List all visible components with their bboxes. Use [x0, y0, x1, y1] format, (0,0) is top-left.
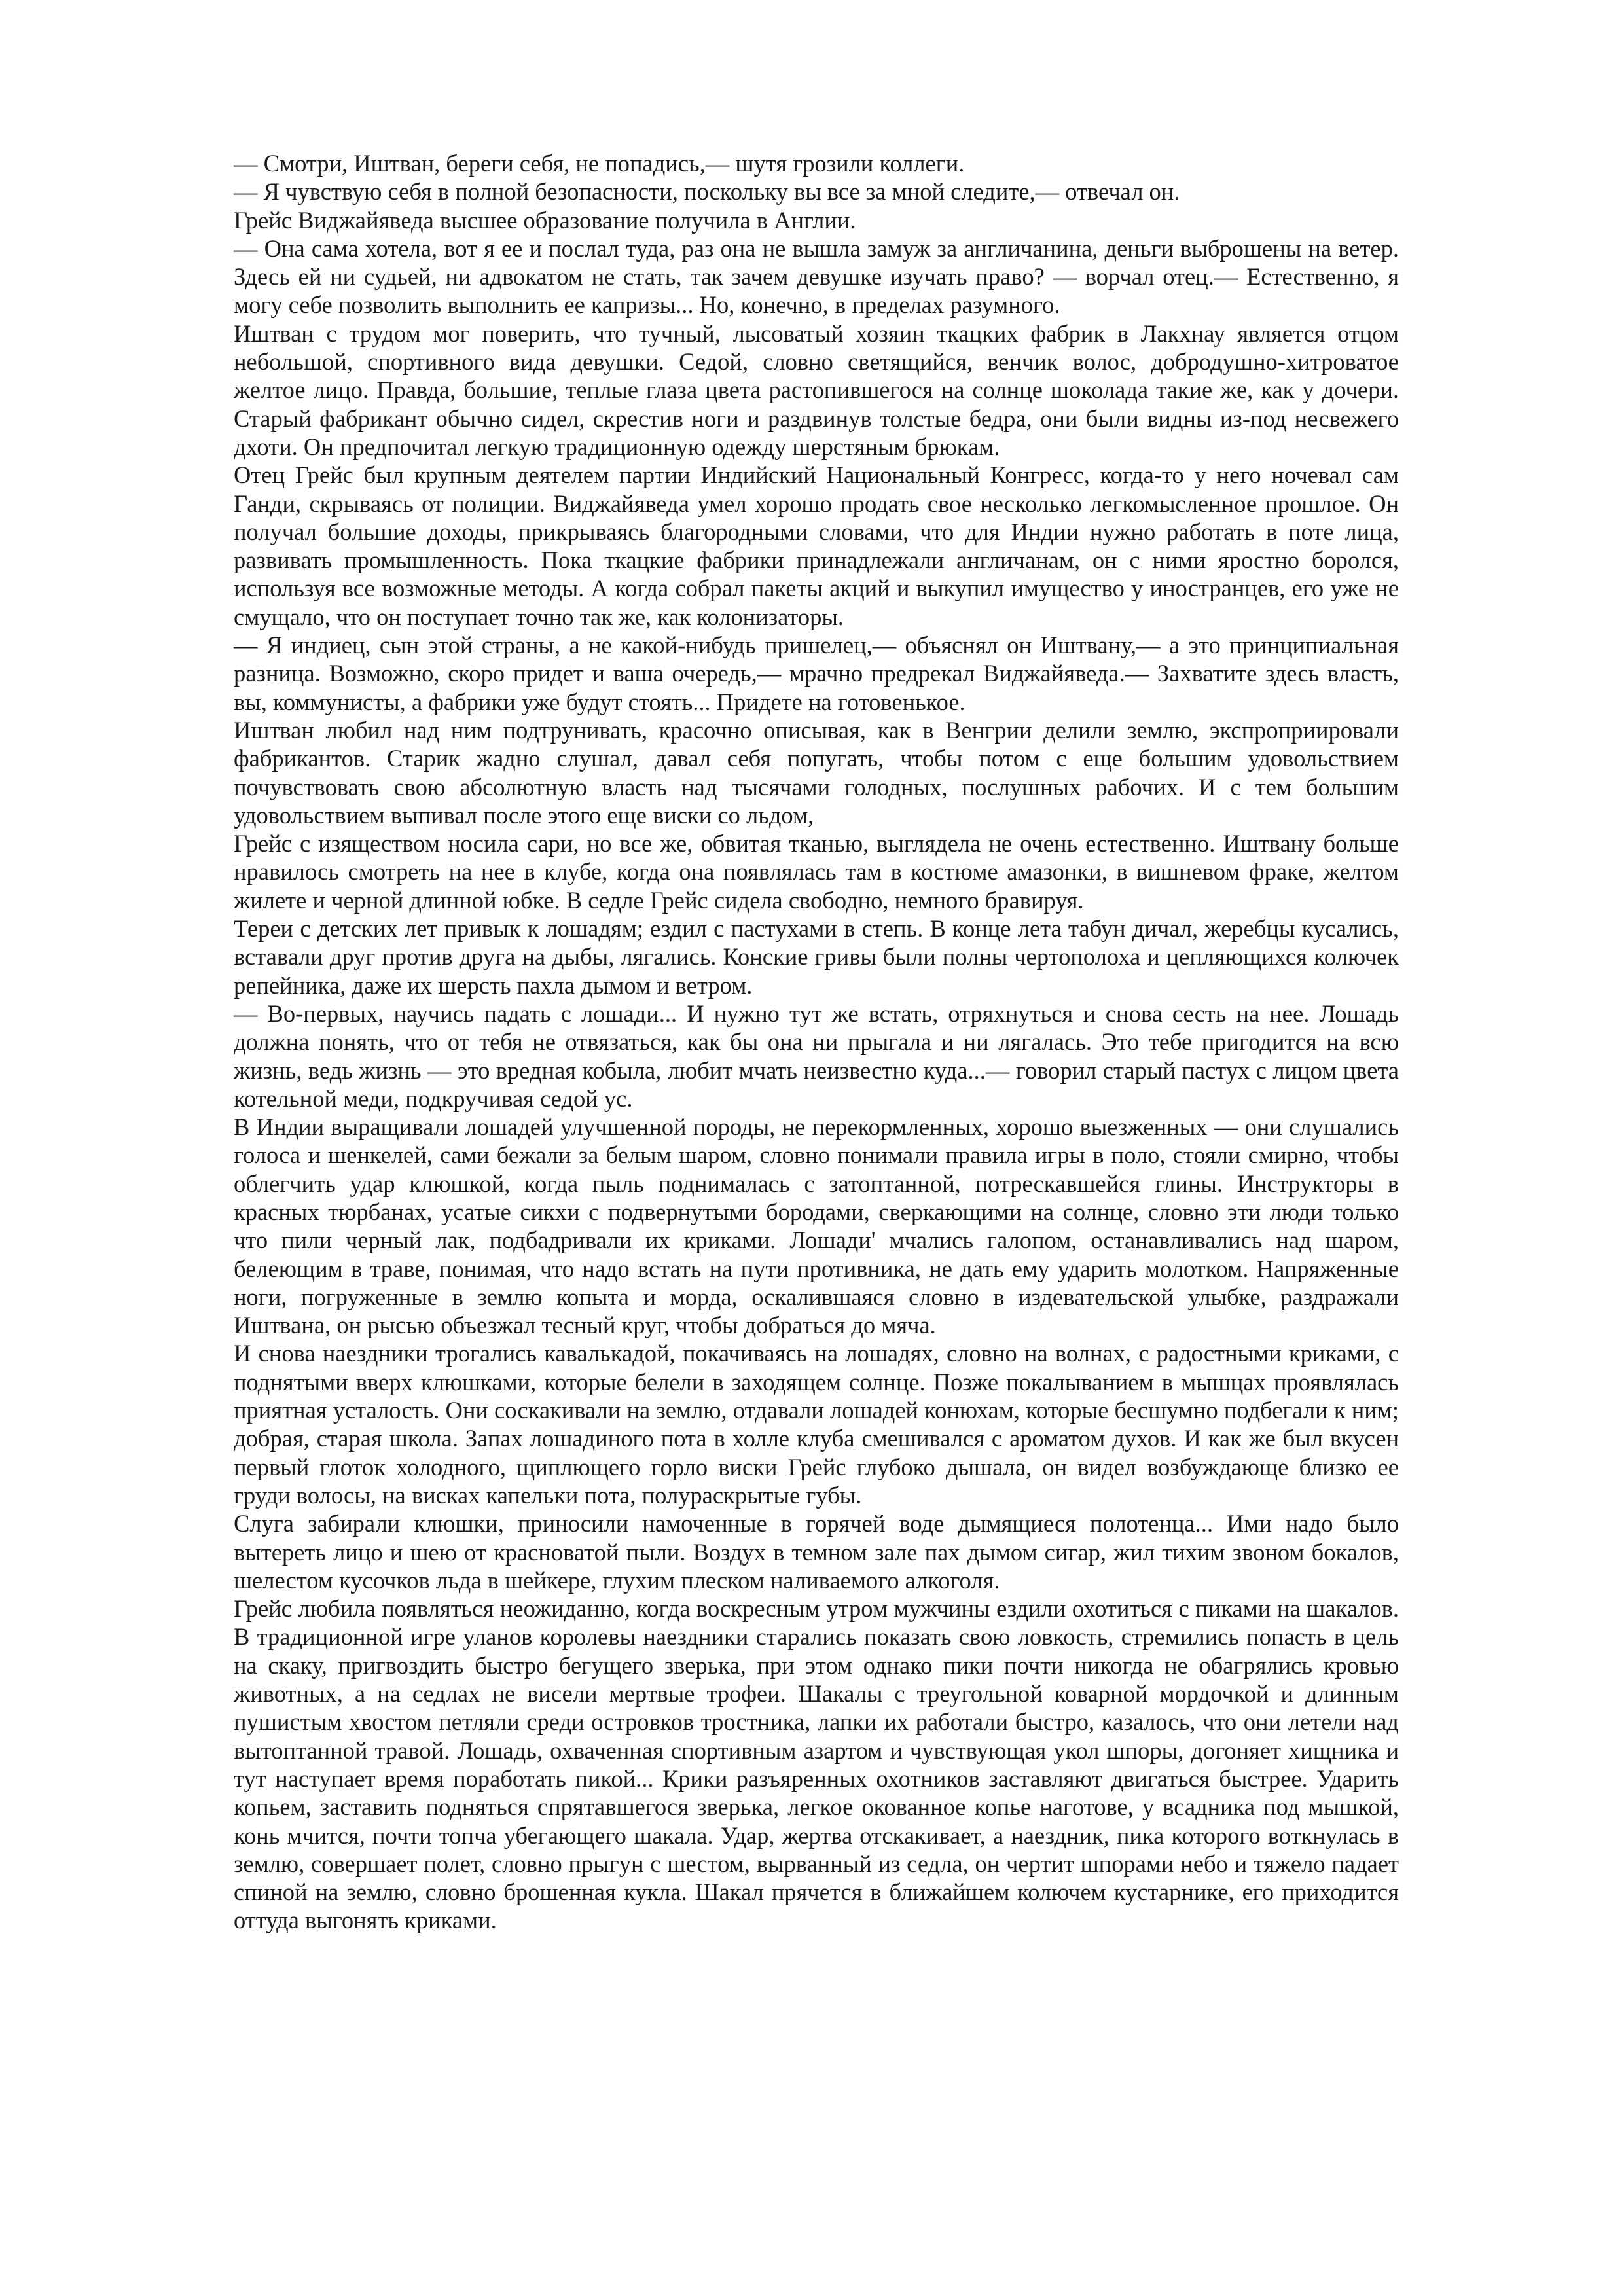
page-text-body: [234, 149, 1399, 1935]
paragraph: Слуга забирали клюшки, приносили намоченные в горячей воде дымящиеся полотенца... Ими надо было вытереть лицо и шею от красноватой пыли. Воздух в темном зале пах дымом сигар, жил тихим звоном бокалов, шелестом кусочков льда в шейкере, глухим плеском наливаемого алкоголя.: [234, 1510, 1399, 1594]
paragraph: Грейс любила появляться неожиданно, когда воскресным утром мужчины ездили охотиться с пиками на шакалов. В традиционной игре уланов королевы наездники старались показать свою ловкость, стремились попасть в цель на скаку, пригвоздить быстро бегущего зверька, при этом однако пики почти никогда не обагрялись кровью животных, а на седлах не висели мертвые трофеи. Шакалы с треугольной коварной мордочкой и длинным пушистым хвостом петляли среди островков тростника, лапки их работали быстро, казалось, что они летели над вытоптанной травой. Лошадь, охваченная спортивным азартом и чувствующая укол шпоры, догоняет хищника и тут наступает время поработать пикой... Крики разъяренных охотников заставляют двигаться быстрее. Ударить копьем, заставить подняться спрятавшегося зверька, легкое окованное копье наготове, у всадника под мышкой, конь мчится, почти топча убегающего шакала. Удар, жертва отскакивает, а наездник, пика которого воткнулась в землю, совершает полет, словно прыгун с шестом, вырванный из седла, он чертит шпорами небо и тяжело падает спиной на землю, словно брошенная кукла. Шакал прячется в ближайшем колючем кустарнике, его приходится оттуда выгонять криками.: [234, 1595, 1399, 1934]
paragraph: Иштван любил над ним подтрунивать, красочно описывая, как в Венгрии делили землю, экспроприировали фабрикантов. Старик жадно слушал, давал себя попугать, чтобы потом с еще большим удовольствием почувствовать свою абсолютную власть над тысячами голодных, послушных рабочих. И с тем большим удовольствием выпивал после этого еще виски со льдом,: [234, 716, 1399, 829]
paragraph: Иштван с трудом мог поверить, что тучный, лысоватый хозяин ткацких фабрик в Лакхнау является отцом небольшой, спортивного вида девушки. Седой, словно светящийся, венчик волос, добродушно-хитроватое желтое лицо. Правда, большие, теплые глаза цвета растопившегося на солнце шоколада такие же, как у дочери. Старый фабрикант обычно сидел, скрестив ноги и раздвинув толстые бедра, они были видны из-под несвежего дхоти. Он предпочитал легкую традиционную одежду шерстяным брюкам.: [234, 319, 1399, 460]
paragraph: Грейс Виджайяведа высшее образование получила в Англии.: [234, 206, 856, 234]
paragraph: И снова наездники трогались кавалькадой, покачиваясь на лошадях, словно на волнах, с радостными криками, с поднятыми вверх клюшками, которые белели в заходящем солнце. Позже покалыванием в мышцах проявлялась приятная усталость. Они соскакивали на землю, отдавали лошадей конюхам, которые бесшумно подбегали к ним; добрая, старая школа. Запах лошадиного пота в холле клуба смешивался с ароматом духов. И как же был вкусен первый глоток холодного, щиплющего горло виски Грейс глубоко дышала, он видел возбуждающе близко ее груди волосы, на висках капельки пота, полураскрытые губы.: [234, 1340, 1399, 1509]
paragraph: — Я индиец, сын этой страны, а не какой-нибудь пришелец,— объяснял он Иштвану,— а это принципиальная разница. Возможно, скоро придет и ваша очередь,— мрачно предрекал Виджайяведа.— Захватите здесь власть, вы, коммунисты, а фабрики уже будут стоять... Придете на готовенькое.: [234, 632, 1399, 715]
paragraph: Тереи с детских лет привык к лошадям; ездил с пастухами в степь. В конце лета табун дичал, жеребцы кусались, вставали друг против друга на дыбы, лягались. Конские гривы были полны чертополоха и цепляющихся колючек репейника, даже их шерсть пахла дымом и ветром.: [234, 915, 1399, 999]
paragraph: Отец Грейс был крупным деятелем партии Индийский Национальный Конгресс, когда-то у него ночевал сам Ганди, скрываясь от полиции. Виджайяведа умел хорошо продать свое несколько легкомысленное прошлое. Он получал большие доходы, прикрываясь благородными словами, что для Индии нужно работать в поте лица, развивать промышленность. Пока ткацкие фабрики принадлежали англичанам, он с ними яростно боролся, используя все возможные методы. А когда собрал пакеты акций и выкупил имущество у иностранцев, его уже не смущало, что он поступает точно так же, как колонизаторы.: [234, 461, 1399, 630]
paragraph: Грейс с изяществом носила сари, но все же, обвитая тканью, выглядела не очень естественно. Иштвану больше нравилось смотреть на нее в клубе, когда она появлялась там в костюме амазонки, в вишневом фраке, желтом жилете и черной длинной юбке. В седле Грейс сидела свободно, немного бравируя.: [234, 830, 1399, 914]
paragraph: — Смотри, Иштван, береги себя, не попадись,— шутя грозили коллеги.: [234, 150, 965, 177]
paragraph: — Я чувствую себя в полной безопасности, поскольку вы все за мной следите,— отвечал он.: [234, 178, 1180, 206]
paragraph: — Она сама хотела, вот я ее и послал туда, раз она не вышла замуж за англичанина, деньги выброшены на ветер. Здесь ей ни судьей, ни адвокатом не стать, так зачем девушке изучать право? — ворчал отец.— Естественно, я могу себе позволить выполнить ее капризы... Но, конечно, в пределах разумного.: [234, 234, 1399, 319]
paragraph: — Во-первых, научись падать с лошади... И нужно тут же встать, отряхнуться и снова сесть на нее. Лошадь должна понять, что от тебя не отвязаться, как бы она ни прыгала и ни лягалась. Это тебе пригодится на всю жизнь, ведь жизнь — это вредная кобыла, любит мчать неизвестно куда...— говорил старый пастух с лицом цвета котельной меди, подкручивая седой ус.: [234, 999, 1399, 1112]
paragraph: В Индии выращивали лошадей улучшенной породы, не перекормленных, хорошо выезженных — они слушались голоса и шенкелей, сами бежали за белым шаром, словно понимали правила игры в поло, стояли смирно, чтобы облегчить удар клюшкой, когда пыль поднималась с затоптанной, потрескавшейся глины. Инструкторы в красных тюрбанах, усатые сикхи с подвернутыми бородами, сверкающими на солнце, словно эти люди только что пили черный лак, подбадривали их криками. Лошади' мчались галопом, останавливались над шаром, белеющим в траве, понимая, что надо встать на пути противника, не дать ему ударить молотком. Напряженные ноги, погруженные в землю копыта и морда, оскалившаяся словно в издевательской улыбке, раздражали Иштвана, он рысью объезжал тесный круг, чтобы добраться до мяча.: [234, 1113, 1399, 1339]
